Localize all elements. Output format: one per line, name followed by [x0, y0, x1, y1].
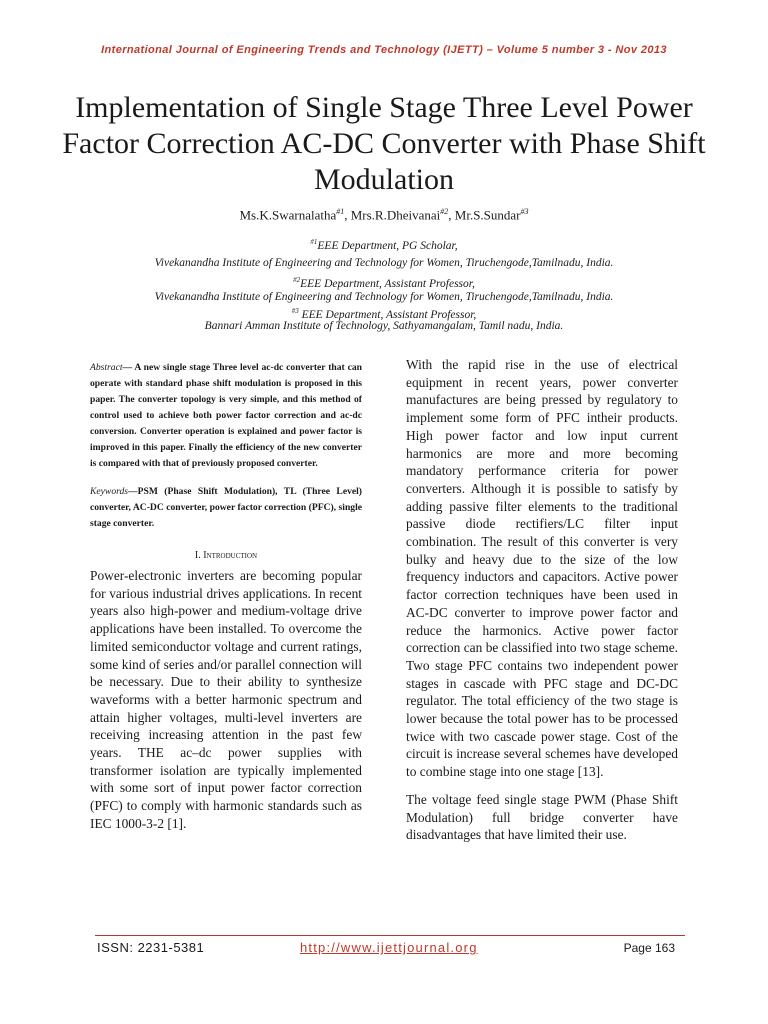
footer-issn: ISSN: 2231-5381 — [97, 940, 205, 955]
intro-paragraph-left: Power-electronic inverters are becoming popular for various industrial drives applications. In recent years also high-power and medium-voltage drive applications have been installed. To overcome the limited semiconductor voltage and current ratings, some kind of series and/or parallel connection will be necessary. Due to their ability to synthesize waveforms with a better harmonic spectrum and attain higher voltages, multi-level inverters are receiving increasing attention in the past few years. THE ac–dc power supplies with transformer isolation are typically implemented with some sort of input power factor correction (PFC) to comply with harmonic standards such as IEC 1000-3-2 [1]. — [90, 568, 362, 831]
page-footer — [95, 940, 685, 962]
author-3: , Mr.S.Sundar — [448, 207, 521, 223]
author-1: Ms.K.Swarnalatha — [239, 207, 337, 223]
affiliation-1-sup: #1 — [310, 238, 318, 246]
section-heading-introduction: I. Introduction — [194, 550, 258, 561]
author-line — [0, 207, 768, 223]
footer-page-number: Page 163 — [623, 941, 675, 955]
affiliation-2-dept-text: EEE Department, Assistant Professor, — [300, 277, 475, 290]
intro-paragraph-right-2: The voltage feed single stage PWM (Phase Shift Modulation) full bridge converter have disadvantages that have limited their use. — [406, 791, 678, 843]
keywords — [90, 484, 362, 532]
abstract-label: Abstract — [90, 362, 123, 373]
affiliation-3-dept-text: EEE Department, Assistant Professor, — [298, 308, 477, 321]
abstract-text: — A new single stage Three level ac-dc converter that can operate with standard phase shift modulation is proposed in this paper. The converter topology is very simple, and this method of control used to achieve both power factor correction and ac-dc conversion. Converter operation is explained and power factor is improved in this paper. Finally the efficiency of the new converter is compared with that of previously proposed converter. — [90, 362, 362, 469]
paper-title: Implementation of Single Stage Three Level Power Factor Correction AC-DC Converter with Phase Shift Modulation — [62, 91, 706, 196]
affiliation-1-dept — [0, 234, 768, 254]
author-1-sup: #1 — [336, 207, 345, 216]
affiliation-3-inst: Bannari Amman Institute of Technology, Sathyamangalam, Tamil nadu, India. — [204, 320, 564, 332]
journal-header: International Journal of Engineering Trends and Technology (IJETT) – Volume 5 number 3 - Nov 2013 — [101, 44, 667, 56]
author-3-sup: #3 — [520, 207, 529, 216]
keywords-label: Keywords — [90, 486, 129, 497]
footer-journal-link[interactable]: http://www.ijettjournal.org — [300, 940, 478, 955]
affiliation-3-sup: #3 — [291, 307, 299, 315]
author-2: , Mrs.R.Dheivanai — [344, 207, 441, 223]
affiliation-2-inst: Vivekanandha Institute of Engineering and Technology for Women, Tiruchengode,Tamilnadu, India. — [154, 291, 614, 303]
right-column — [406, 356, 678, 844]
abstract — [90, 360, 362, 472]
affiliation-1-inst: Vivekanandha Institute of Engineering and Technology for Women, Tiruchengode,Tamilnadu, India. — [154, 257, 614, 269]
left-column — [90, 360, 362, 833]
footer-divider — [95, 935, 685, 936]
keywords-text: —PSM (Phase Shift Modulation), TL (Three Level) converter, AC-DC converter, power factor correction (PFC), single stage converter. — [90, 486, 362, 529]
intro-paragraph-right-1: With the rapid rise in the use of electrical equipment in recent years, power converter manufactures are being pressed by regulatory to implement some form of PFC intheir products. High power factor and low input current harmonics are more and more becoming mandatory performance criteria for power converters. Although it is possible to satisfy by adding passive filter elements to the traditional passive diode rectifiers/LC filter input combination. The result of this converter is very bulky and heavy due to the size of the low frequency inductors and capacitors. Active power factor correction techniques have been used in AC-DC converter to improve power factor and reduce the harmonics. Active power factor correction can be classified into two stage scheme. Two stage PFC contains two independent power stages in cascade with PFC stage and DC-DC regulator. The total efficiency of the two stage is lower because the total power has to be processed twice with two cascade power stage. Cost of the circuit is increase several schemes have developed to combine stage into one stage [13]. — [406, 357, 678, 780]
author-2-sup: #2 — [440, 207, 449, 216]
affiliation-1-dept-text: EEE Department, PG Scholar, — [317, 239, 458, 252]
affiliation-2-sup: #2 — [293, 276, 301, 284]
